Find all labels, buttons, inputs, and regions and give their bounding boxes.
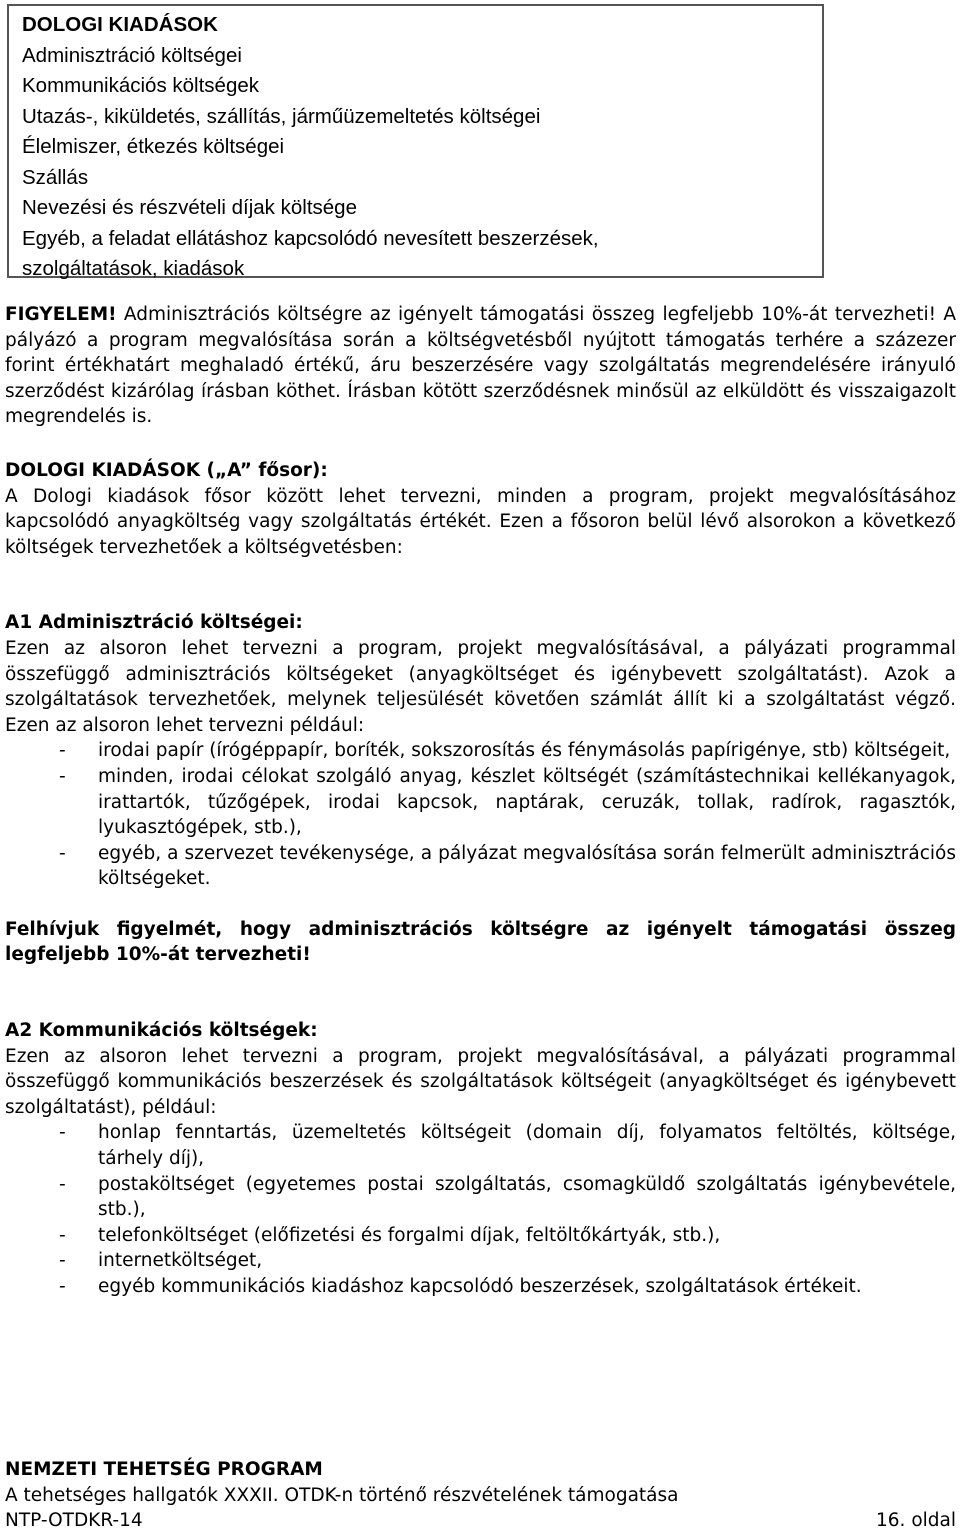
list-item-text: minden, irodai célokat szolgáló anyag, készlet költségét (számítástechnikai kellékanyagok, irattartók, tűzőgépek, irodai kapcsok, naptárak, ceruzák, tollak, radírok, ragasztók, lyukasztógépek, stb.), (98, 765, 956, 839)
section-a2-list (5, 1120, 956, 1299)
list-dash: - (59, 1224, 66, 1246)
box-item: Kommunikációs költségek (22, 74, 259, 97)
footer-page-number: 16. oldal (876, 1510, 956, 1529)
list-item (5, 738, 956, 764)
list-dash: - (59, 842, 66, 864)
section-a1-text: Ezen az alsoron lehet tervezni a program, projekt megvalósításával, a pályázati programmal összefüggő adminisztrációs költségeket (anyagköltséget és igénybevett szolgáltatást). Azok a szolgáltatások tervezhetőek, melynek teljesülését követően számlát állít ki a szolgáltatást végző. Ezen az alsoron lehet tervezni például: (5, 637, 956, 736)
notice-label: FIGYELEM! (5, 304, 117, 325)
box-item: Nevezési és részvételi díjak költsége (22, 196, 357, 219)
footer-row (5, 1508, 956, 1529)
box-item: Szállás (22, 165, 89, 189)
list-dash: - (59, 1122, 66, 1144)
footer-program: NEMZETI TEHETSÉG PROGRAM (5, 1459, 323, 1480)
box-item: Egyéb, a feladat ellátáshoz kapcsolódó nevesített beszerzések, (22, 226, 599, 250)
list-item (5, 1248, 956, 1274)
section-a-text: A Dologi kiadások fősor között lehet tervezni, minden a program, projekt megvalósításához kapcsolódó anyagköltség vagy szolgáltatás értékét. Ezen a fősoron belül lévő alsorokon a következő költségek tervezhetőek a költségvetésben: (5, 485, 956, 558)
list-item (5, 841, 956, 892)
expense-summary-box (7, 4, 824, 278)
section-a1-list (5, 738, 956, 892)
section-a2-text: Ezen az alsoron lehet tervezni a program, projekt megvalósításával, a pályázati programmal összefüggő kommunikációs beszerzések és szolgáltatások költségeit (anyagköltséget és igénybevett szolgáltatást), például: (5, 1045, 956, 1118)
section-a-heading: DOLOGI KIADÁSOK („A” fősor): (5, 459, 328, 481)
box-item: Adminisztráció költségei (22, 43, 242, 67)
list-dash: - (59, 1276, 66, 1297)
section-a1-note: Felhívjuk figyelmét, hogy adminisztrációs költségre az igényelt támogatási összeg legfeljebb 10%-át tervezheti! (5, 918, 956, 966)
box-title: DOLOGI KIADÁSOK (22, 13, 218, 36)
section-a1-heading: A1 Adminisztráció költségei: (5, 612, 303, 634)
document-body (5, 302, 956, 1300)
footer-code: NTP-OTDKR-14 (5, 1510, 143, 1529)
list-item-text: egyéb, a szervezet tevékenysége, a pályázat megvalósítása során felmerült adminisztrációs költségeket. (98, 842, 956, 890)
box-item: Utazás-, kiküldetés, szállítás, járműüzemeltetés költségei (22, 104, 541, 128)
list-item (5, 1172, 956, 1223)
box-item: szolgáltatások, kiadások (22, 257, 245, 280)
list-item-text: postaköltséget (egyetemes postai szolgáltatás, csomagküldő szolgáltatás igénybevétele, stb.), (98, 1173, 956, 1221)
notice-text: Adminisztrációs költségre az igényelt támogatási összeg legfeljebb 10%-át tervezheti! A pályázó a program megvalósítása során a költségvetésből nyújtott támogatás terhére a százezer forint értékhatárt meghaladó értékű, áru beszerzésére vagy szolgáltatás megrendelésére irányuló szerződést kizárólag írásban köthet. Írásban kötött szerződésnek minősül az elküldött és visszaigazolt megrendelés is. (5, 304, 956, 428)
list-dash: - (59, 1173, 66, 1195)
page-footer (5, 1457, 956, 1529)
list-item-text: egyéb kommunikációs kiadáshoz kapcsolódó beszerzések, szolgáltatások értékeit. (98, 1276, 862, 1297)
box-item: Élelmiszer, étkezés költségei (22, 135, 285, 158)
list-item-text: telefonköltséget (előfizetési és forgalmi díjak, feltöltőkártyák, stb.), (98, 1224, 721, 1246)
list-dash: - (59, 1250, 66, 1272)
list-dash: - (59, 765, 66, 787)
notice-paragraph (5, 302, 956, 430)
section-a2-heading: A2 Kommunikációs költségek: (5, 1020, 318, 1042)
list-item-text: irodai papír (írógéppapír, boríték, sokszorosítás és fénymásolás papírigénye, stb) költségeit, (98, 740, 951, 762)
list-dash: - (59, 740, 66, 762)
list-item-text: honlap fenntartás, üzemeltetés költségeit (domain díj, folyamatos feltöltés, költsége, tárhely díj), (98, 1122, 956, 1170)
list-item (5, 1274, 956, 1300)
list-item (5, 1223, 956, 1249)
list-item-text: internetköltséget, (98, 1250, 263, 1272)
footer-subtitle: A tehetséges hallgatók XXXII. OTDK-n történő részvételének támogatása (5, 1484, 679, 1506)
list-item (5, 764, 956, 841)
list-item (5, 1120, 956, 1171)
